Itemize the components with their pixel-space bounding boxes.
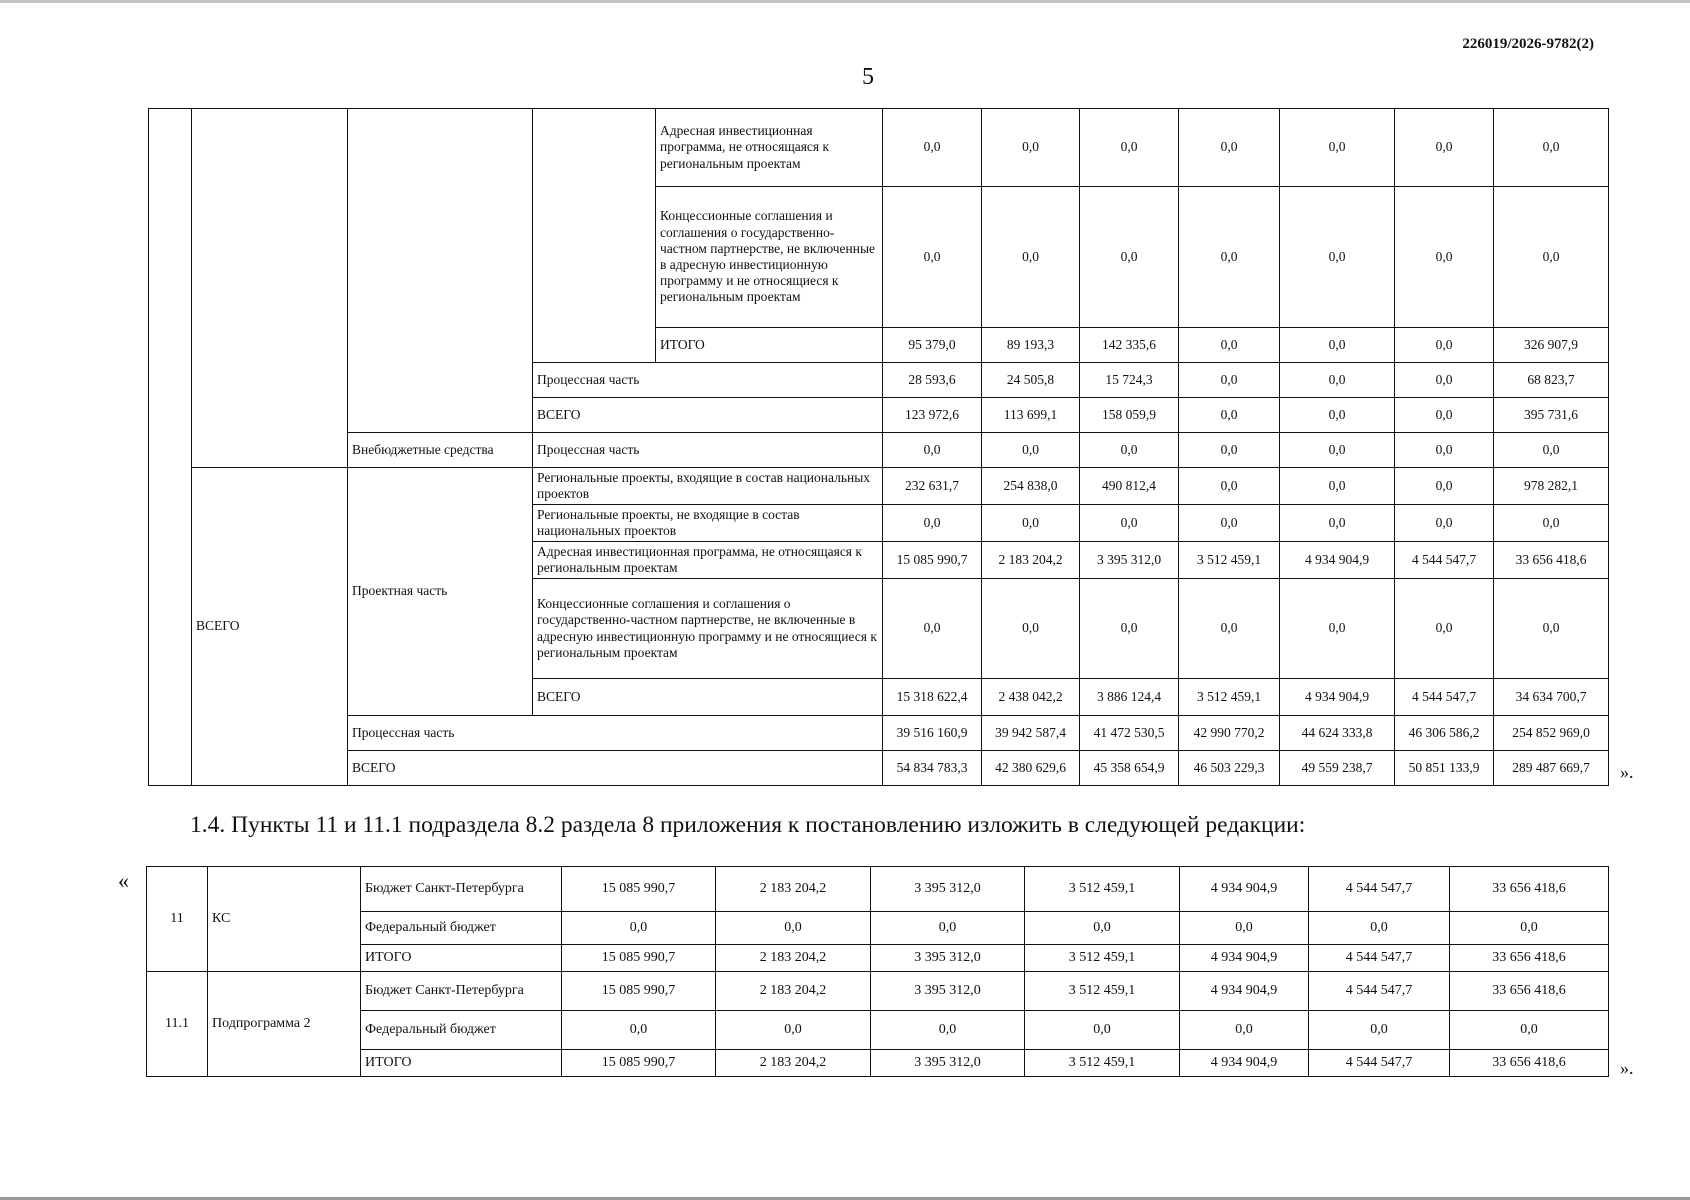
cell-value: 0,0 bbox=[1179, 579, 1280, 679]
cell-value: 2 183 204,2 bbox=[716, 867, 871, 912]
cell-value: 254 838,0 bbox=[982, 468, 1080, 505]
cell-value: 42 990 770,2 bbox=[1179, 716, 1280, 751]
cell-value: 395 731,6 bbox=[1494, 398, 1609, 433]
cell-value: 0,0 bbox=[1179, 187, 1280, 328]
cell-value: 24 505,8 bbox=[982, 363, 1080, 398]
row-label: Бюджет Санкт-Петербурга bbox=[361, 972, 562, 1011]
cell-value: 0,0 bbox=[1494, 433, 1609, 468]
cell-value: 0,0 bbox=[1179, 109, 1280, 187]
cell-value: 0,0 bbox=[1280, 579, 1395, 679]
cell-value: 0,0 bbox=[1395, 363, 1494, 398]
opening-quote: « bbox=[118, 868, 129, 893]
cell-value: 0,0 bbox=[1280, 505, 1395, 542]
cell-value: 4 544 547,7 bbox=[1309, 1050, 1450, 1077]
cell-value: 95 379,0 bbox=[883, 328, 982, 363]
cell-value: 0,0 bbox=[1395, 433, 1494, 468]
cell-value: 0,0 bbox=[1179, 328, 1280, 363]
cell-value: 46 503 229,3 bbox=[1179, 751, 1280, 786]
cell-value: 3 512 459,1 bbox=[1179, 679, 1280, 716]
cell-value: 0,0 bbox=[1080, 109, 1179, 187]
cell-value: 15 085 990,7 bbox=[562, 972, 716, 1011]
page-number: 5 bbox=[862, 64, 874, 90]
cell-value: 3 512 459,1 bbox=[1025, 1050, 1180, 1077]
cell-value: 89 193,3 bbox=[982, 328, 1080, 363]
row-label: Адресная инвестиционная программа, не относящаяся к региональным проектам bbox=[656, 109, 883, 187]
cell-value: 2 183 204,2 bbox=[716, 1050, 871, 1077]
cell-value: 0,0 bbox=[1395, 109, 1494, 187]
cell-value: 33 656 418,6 bbox=[1450, 972, 1609, 1011]
cell-value: 254 852 969,0 bbox=[1494, 716, 1609, 751]
cell-value: 3 886 124,4 bbox=[1080, 679, 1179, 716]
cell-value: 158 059,9 bbox=[1080, 398, 1179, 433]
cell-value: 49 559 238,7 bbox=[1280, 751, 1395, 786]
cell-value: 0,0 bbox=[716, 912, 871, 945]
cell-value: 0,0 bbox=[1180, 912, 1309, 945]
cell-value: 34 634 700,7 bbox=[1494, 679, 1609, 716]
cell-value: 4 544 547,7 bbox=[1395, 542, 1494, 579]
item-name: Подпрограмма 2 bbox=[208, 972, 361, 1077]
row-label: ВСЕГО bbox=[533, 398, 883, 433]
document-number: 226019/2026-9782(2) bbox=[1462, 36, 1594, 52]
cell-value: 0,0 bbox=[1179, 505, 1280, 542]
cell-value: 15 318 622,4 bbox=[883, 679, 982, 716]
row-label: ВСЕГО bbox=[348, 751, 883, 786]
row-label: Адресная инвестиционная программа, не относящаяся к региональным проектам bbox=[533, 542, 883, 579]
cell-value: 0,0 bbox=[1494, 505, 1609, 542]
cell-value: 15 085 990,7 bbox=[562, 867, 716, 912]
cell-value: 0,0 bbox=[982, 109, 1080, 187]
extrabudget-label: Внебюджетные средства bbox=[348, 433, 533, 468]
cell-value: 0,0 bbox=[1025, 912, 1180, 945]
cell-value: 0,0 bbox=[883, 433, 982, 468]
cell-value: 41 472 530,5 bbox=[1080, 716, 1179, 751]
row-label: ИТОГО bbox=[361, 1050, 562, 1077]
closing-quote: ». bbox=[1620, 762, 1634, 782]
cell-value: 3 512 459,1 bbox=[1025, 867, 1180, 912]
cell-value: 2 438 042,2 bbox=[982, 679, 1080, 716]
cell-value: 15 085 990,7 bbox=[883, 542, 982, 579]
row-label: Процессная часть bbox=[348, 716, 883, 751]
table-row bbox=[149, 716, 1609, 751]
cell-value: 326 907,9 bbox=[1494, 328, 1609, 363]
cell-value: 0,0 bbox=[1179, 363, 1280, 398]
cell-value: 0,0 bbox=[1395, 187, 1494, 328]
row-label: Процессная часть bbox=[533, 433, 883, 468]
cell-value: 0,0 bbox=[1494, 187, 1609, 328]
table-row bbox=[147, 912, 1609, 945]
cell-value: 0,0 bbox=[1179, 433, 1280, 468]
empty-cell bbox=[533, 109, 656, 363]
cell-value: 4 934 904,9 bbox=[1180, 945, 1309, 972]
cell-value: 3 395 312,0 bbox=[871, 945, 1025, 972]
row-label: Концессионные соглашения и соглашения о государственно-частном партнерстве, не включенные в адресную инвестиционную программу и не относящиеся к региональным проектам bbox=[533, 579, 883, 679]
cell-value: 0,0 bbox=[1080, 433, 1179, 468]
cell-value: 0,0 bbox=[562, 1011, 716, 1050]
cell-value: 0,0 bbox=[1494, 579, 1609, 679]
cell-value: 15 724,3 bbox=[1080, 363, 1179, 398]
top-scan-rule bbox=[0, 0, 1690, 3]
cell-value: 0,0 bbox=[982, 505, 1080, 542]
cell-value: 0,0 bbox=[1280, 363, 1395, 398]
cell-value: 0,0 bbox=[1450, 1011, 1609, 1050]
cell-value: 4 934 904,9 bbox=[1180, 1050, 1309, 1077]
item-number: 11 bbox=[147, 867, 208, 972]
cell-value: 4 544 547,7 bbox=[1395, 679, 1494, 716]
table-row bbox=[147, 867, 1609, 912]
cell-value: 0,0 bbox=[982, 433, 1080, 468]
cell-value: 0,0 bbox=[1280, 109, 1395, 187]
cell-value: 4 934 904,9 bbox=[1180, 867, 1309, 912]
cell-value: 0,0 bbox=[1280, 468, 1395, 505]
cell-value: 4 934 904,9 bbox=[1280, 679, 1395, 716]
cell-value: 0,0 bbox=[1395, 505, 1494, 542]
cell-value: 45 358 654,9 bbox=[1080, 751, 1179, 786]
financing-table bbox=[148, 108, 1609, 786]
cell-value: 0,0 bbox=[1025, 1011, 1180, 1050]
cell-value: 33 656 418,6 bbox=[1450, 1050, 1609, 1077]
closing-quote-2: ». bbox=[1620, 1058, 1634, 1078]
table-row bbox=[147, 945, 1609, 972]
cell-value: 0,0 bbox=[562, 912, 716, 945]
cell-value: 50 851 133,9 bbox=[1395, 751, 1494, 786]
cell-value: 42 380 629,6 bbox=[982, 751, 1080, 786]
row-label: Бюджет Санкт-Петербурга bbox=[361, 867, 562, 912]
cell-value: 2 183 204,2 bbox=[982, 542, 1080, 579]
cell-value: 68 823,7 bbox=[1494, 363, 1609, 398]
cell-value: 3 512 459,1 bbox=[1179, 542, 1280, 579]
table-row bbox=[147, 972, 1609, 1011]
row-label: Концессионные соглашения и соглашения о государственно-частном партнерстве, не включенные в адресную инвестиционную программу и не относящиеся к региональным проектам bbox=[656, 187, 883, 328]
cell-value: 0,0 bbox=[883, 579, 982, 679]
cell-value: 0,0 bbox=[1080, 187, 1179, 328]
table-row bbox=[147, 1011, 1609, 1050]
cell-value: 39 942 587,4 bbox=[982, 716, 1080, 751]
cell-value: 0,0 bbox=[1309, 912, 1450, 945]
cell-value: 33 656 418,6 bbox=[1494, 542, 1609, 579]
row-label: ВСЕГО bbox=[533, 679, 883, 716]
row-label: ИТОГО bbox=[656, 328, 883, 363]
cell-value: 3 395 312,0 bbox=[871, 867, 1025, 912]
cell-value: 28 593,6 bbox=[883, 363, 982, 398]
cell-value: 0,0 bbox=[1180, 1011, 1309, 1050]
cell-value: 142 335,6 bbox=[1080, 328, 1179, 363]
cell-value: 113 699,1 bbox=[982, 398, 1080, 433]
empty-cell bbox=[348, 109, 533, 433]
cell-value: 4 934 904,9 bbox=[1280, 542, 1395, 579]
cell-value: 0,0 bbox=[1395, 468, 1494, 505]
cell-value: 46 306 586,2 bbox=[1395, 716, 1494, 751]
table-row bbox=[149, 109, 1609, 187]
cell-value: 0,0 bbox=[1395, 579, 1494, 679]
cell-value: 15 085 990,7 bbox=[562, 945, 716, 972]
row-label: Федеральный бюджет bbox=[361, 1011, 562, 1050]
cell-value: 123 972,6 bbox=[883, 398, 982, 433]
table-row bbox=[149, 468, 1609, 505]
cell-value: 3 395 312,0 bbox=[1080, 542, 1179, 579]
cell-value: 0,0 bbox=[1280, 328, 1395, 363]
cell-value: 33 656 418,6 bbox=[1450, 945, 1609, 972]
total-group-label: ВСЕГО bbox=[192, 468, 348, 786]
table-row bbox=[149, 433, 1609, 468]
cell-value: 15 085 990,7 bbox=[562, 1050, 716, 1077]
cell-value: 44 624 333,8 bbox=[1280, 716, 1395, 751]
row-label: Региональные проекты, не входящие в состав национальных проектов bbox=[533, 505, 883, 542]
cell-value: 0,0 bbox=[982, 187, 1080, 328]
cell-value: 978 282,1 bbox=[1494, 468, 1609, 505]
cell-value: 3 395 312,0 bbox=[871, 1050, 1025, 1077]
cell-value: 0,0 bbox=[982, 579, 1080, 679]
cell-value: 4 544 547,7 bbox=[1309, 867, 1450, 912]
empty-cell bbox=[149, 109, 192, 786]
subsection-table bbox=[146, 866, 1609, 1077]
cell-value: 3 512 459,1 bbox=[1025, 972, 1180, 1011]
cell-value: 0,0 bbox=[1280, 187, 1395, 328]
cell-value: 0,0 bbox=[1280, 398, 1395, 433]
cell-value: 0,0 bbox=[716, 1011, 871, 1050]
cell-value: 490 812,4 bbox=[1080, 468, 1179, 505]
row-label: Региональные проекты, входящие в состав национальных проектов bbox=[533, 468, 883, 505]
cell-value: 0,0 bbox=[883, 187, 982, 328]
cell-value: 2 183 204,2 bbox=[716, 972, 871, 1011]
cell-value: 4 544 547,7 bbox=[1309, 945, 1450, 972]
cell-value: 0,0 bbox=[1395, 398, 1494, 433]
cell-value: 0,0 bbox=[883, 109, 982, 187]
amendment-paragraph: 1.4. Пункты 11 и 11.1 подраздела 8.2 раздела 8 приложения к постановлению изложить в следующей редакции: bbox=[190, 812, 1306, 838]
cell-value: 0,0 bbox=[1494, 109, 1609, 187]
cell-value: 4 544 547,7 bbox=[1309, 972, 1450, 1011]
cell-value: 33 656 418,6 bbox=[1450, 867, 1609, 912]
row-label: Процессная часть bbox=[533, 363, 883, 398]
cell-value: 0,0 bbox=[1080, 505, 1179, 542]
cell-value: 0,0 bbox=[871, 1011, 1025, 1050]
cell-value: 0,0 bbox=[1309, 1011, 1450, 1050]
cell-value: 39 516 160,9 bbox=[883, 716, 982, 751]
cell-value: 3 512 459,1 bbox=[1025, 945, 1180, 972]
project-part-label: Проектная часть bbox=[348, 468, 533, 716]
cell-value: 0,0 bbox=[1080, 579, 1179, 679]
cell-value: 54 834 783,3 bbox=[883, 751, 982, 786]
row-label: Федеральный бюджет bbox=[361, 912, 562, 945]
cell-value: 0,0 bbox=[883, 505, 982, 542]
cell-value: 0,0 bbox=[1179, 398, 1280, 433]
cell-value: 0,0 bbox=[1280, 433, 1395, 468]
cell-value: 0,0 bbox=[1179, 468, 1280, 505]
table-row bbox=[149, 751, 1609, 786]
table-row bbox=[147, 1050, 1609, 1077]
item-number: 11.1 bbox=[147, 972, 208, 1077]
cell-value: 0,0 bbox=[1450, 912, 1609, 945]
cell-value: 0,0 bbox=[1395, 328, 1494, 363]
cell-value: 232 631,7 bbox=[883, 468, 982, 505]
row-label: ИТОГО bbox=[361, 945, 562, 972]
cell-value: 0,0 bbox=[871, 912, 1025, 945]
item-name: КС bbox=[208, 867, 361, 972]
cell-value: 2 183 204,2 bbox=[716, 945, 871, 972]
cell-value: 4 934 904,9 bbox=[1180, 972, 1309, 1011]
empty-cell bbox=[192, 109, 348, 468]
cell-value: 289 487 669,7 bbox=[1494, 751, 1609, 786]
cell-value: 3 395 312,0 bbox=[871, 972, 1025, 1011]
